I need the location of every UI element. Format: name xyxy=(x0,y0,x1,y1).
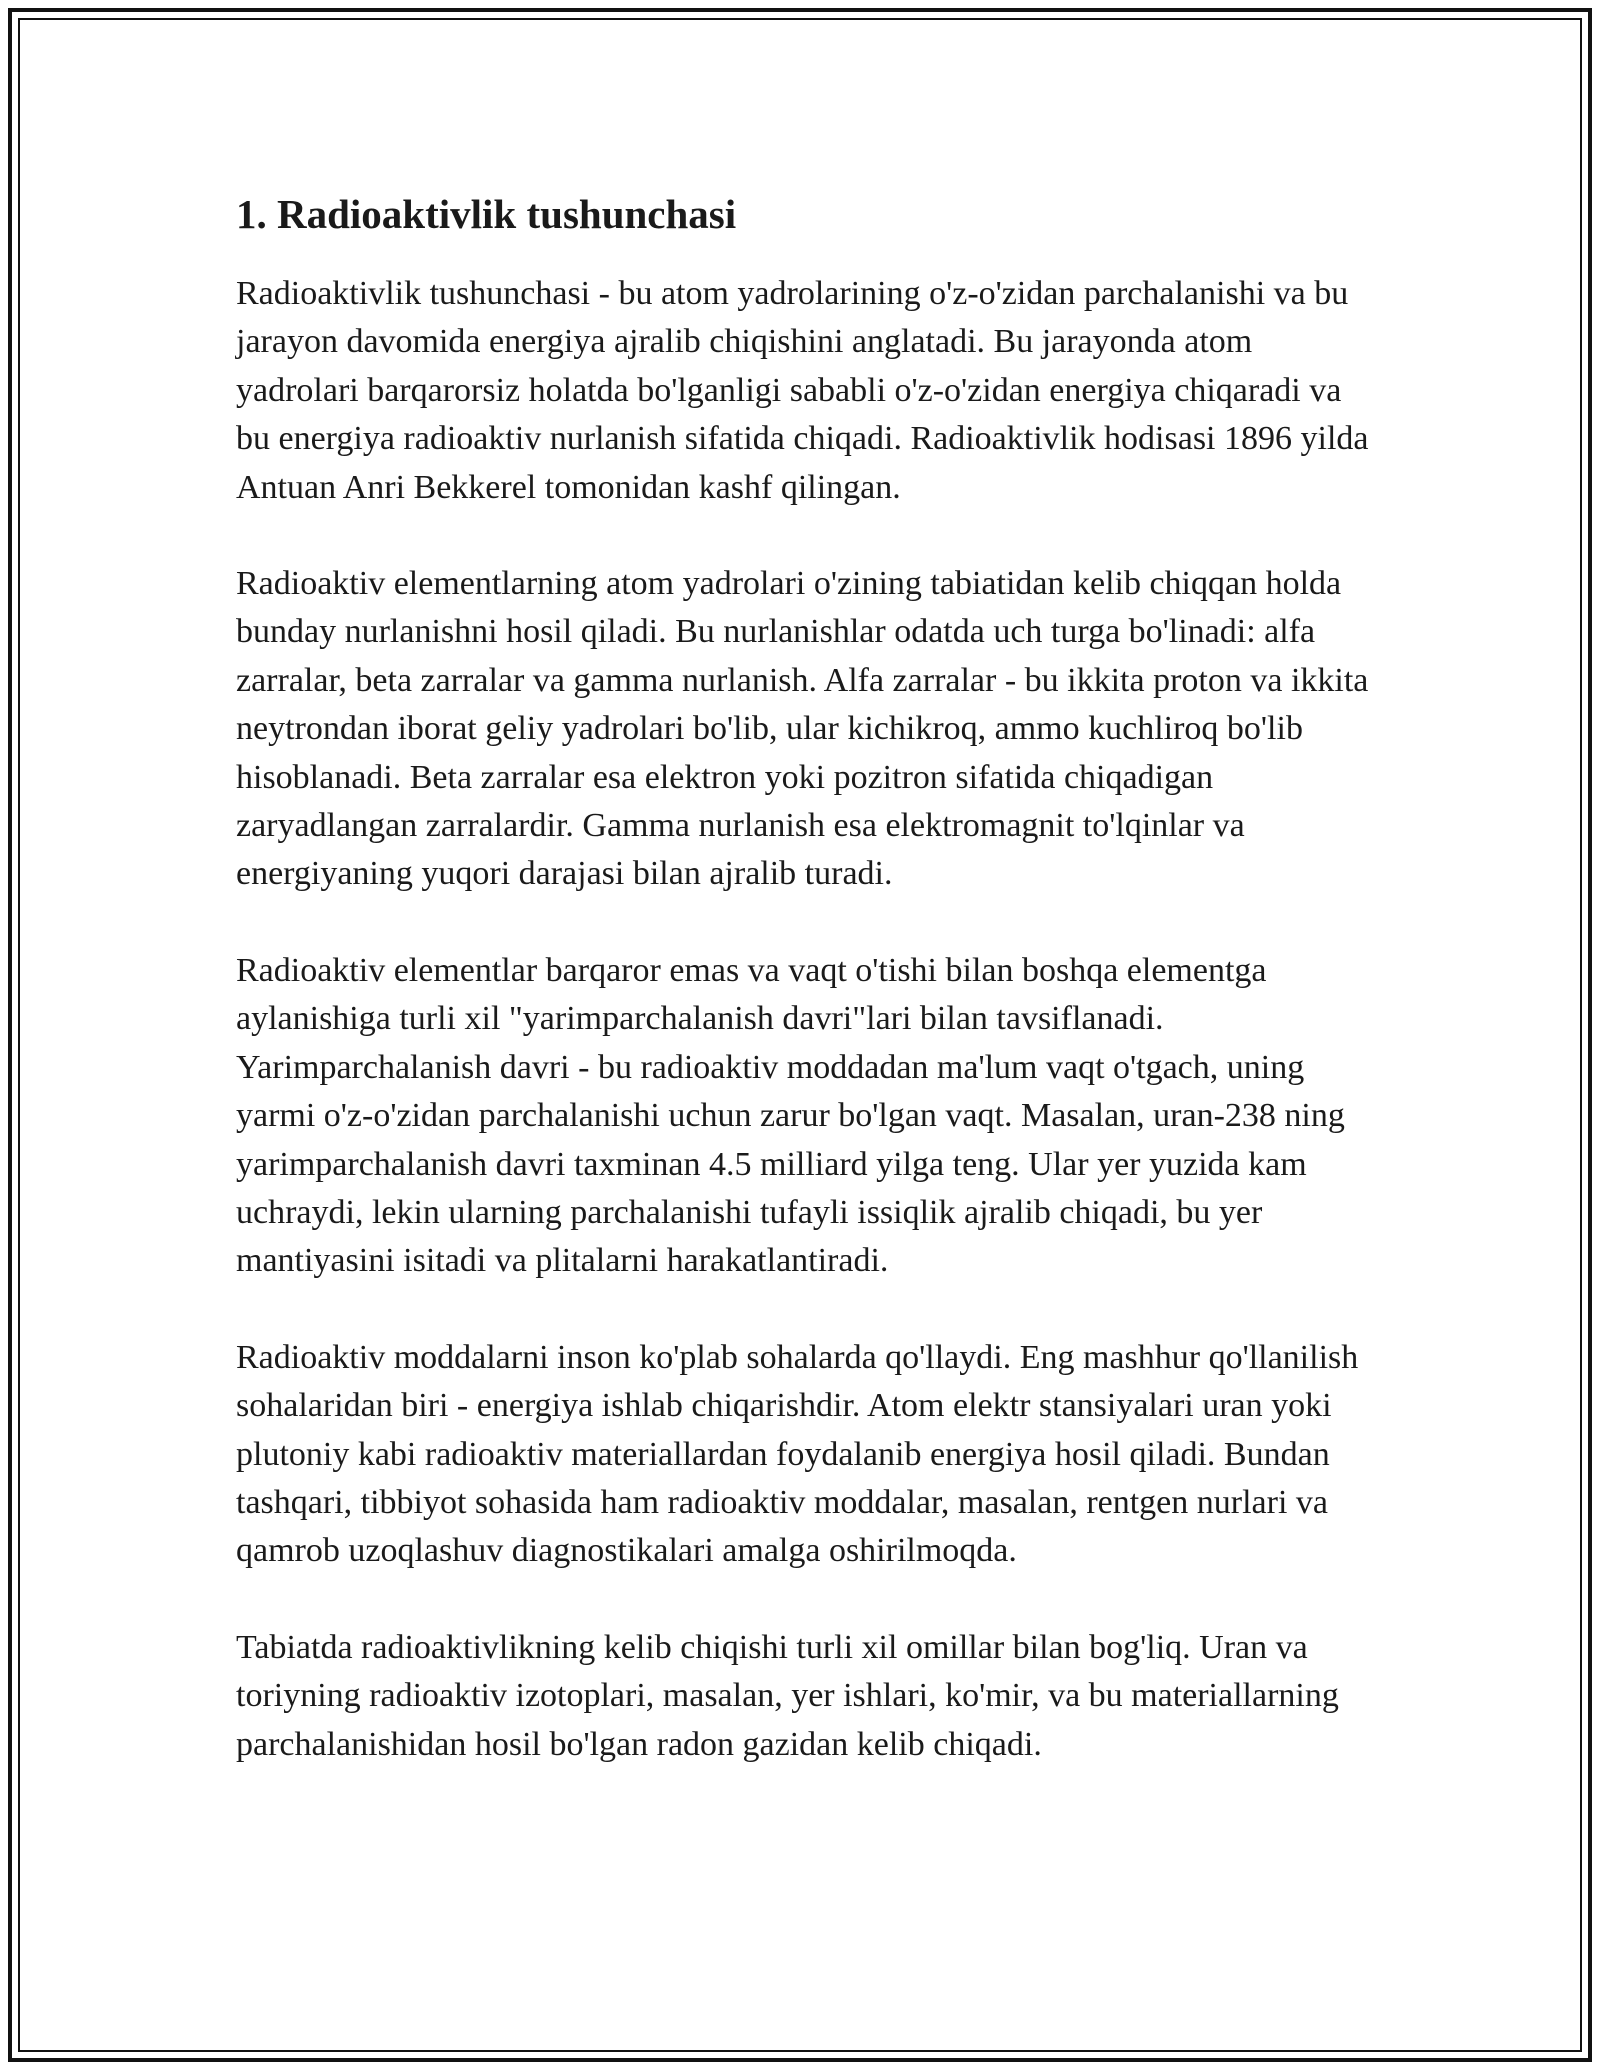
section-heading: 1. Radioaktivlik tushunchasi xyxy=(236,191,737,237)
paragraph-definition: Radioaktivlik tushunchasi - bu atom yadrolarining o'z-o'zidan parchalanishi va bu jarayon davomida energiya ajralib chiqishini anglatadi. Bu jarayonda atom yadrolari barqarorsiz holatda bo'lganligi sababli o'z-o'zidan energiya chiqaradi va bu energiya radioaktiv nurlanish sifatida chiqadi. Radioaktivlik hodisasi 1896 yilda Antuan Anri Bekkerel tomonidan kashf qilingan. xyxy=(236,275,1369,506)
paragraph-natural-sources: Tabiatda radioaktivlikning kelib chiqishi turli xil omillar bilan bog'liq. Uran va toriyning radioaktiv izotoplari, masalan, yer ishlari, ko'mir, va bu materiallarning parchalanishidan hosil bo'lgan radon gazidan kelib chiqadi. xyxy=(236,1628,1339,1763)
document-body xyxy=(236,188,1376,1769)
paragraph-radiation-types: Radioaktiv elementlarning atom yadrolari o'zining tabiatidan kelib chiqqan holda bunday nurlanishni hosil qiladi. Bu nurlanishlar odatda uch turga bo'linadi: alfa zarralar, beta zarralar va gamma nurlanish. Alfa zarralar - bu ikkita proton va ikkita neytrondan iborat geliy yadrolari bo'lib, ular kichikroq, ammo kuchliroq bo'lib hisoblanadi. Beta zarralar esa elektron yoki pozitron sifatida chiqadigan zaryadlangan zarralardir. Gamma nurlanish esa elektromagnit to'lqinlar va energiyaning yuqori darajasi bilan ajralib turadi. xyxy=(236,565,1369,893)
paragraph-half-life: Radioaktiv elementlar barqaror emas va vaqt o'tishi bilan boshqa elementga aylanishiga turli xil "yarimparchalanish davri"lari bilan tavsiflanadi. Yarimparchalanish davri - bu radioaktiv moddadan ma'lum vaqt o'tgach, uning yarmi o'z-o'zidan parchalanishi uchun zarur bo'lgan vaqt. Masalan, uran-238 ning yarimparchalanish davri taxminan 4.5 milliard yilga teng. Ular yer yuzida kam uchraydi, lekin ularning parchalanishi tufayli issiqlik ajralib chiqadi, bu yer mantiyasini isitadi va plitalarni harakatlantiradi. xyxy=(236,951,1345,1280)
paragraph-applications: Radioaktiv moddalarni inson ko'plab sohalarda qo'llaydi. Eng mashhur qo'llanilish sohalaridan biri - energiya ishlab chiqarishdir. Atom elektr stansiyalari uran yoki plutoniy kabi radioaktiv materiallardan foydalanib energiya hosil qiladi. Bundan tashqari, tibbiyot sohasida ham radioaktiv moddalar, masalan, rentgen nurlari va qamrob uzoqlashuv diagnostikalari amalga oshirilmoqda. xyxy=(236,1338,1359,1570)
